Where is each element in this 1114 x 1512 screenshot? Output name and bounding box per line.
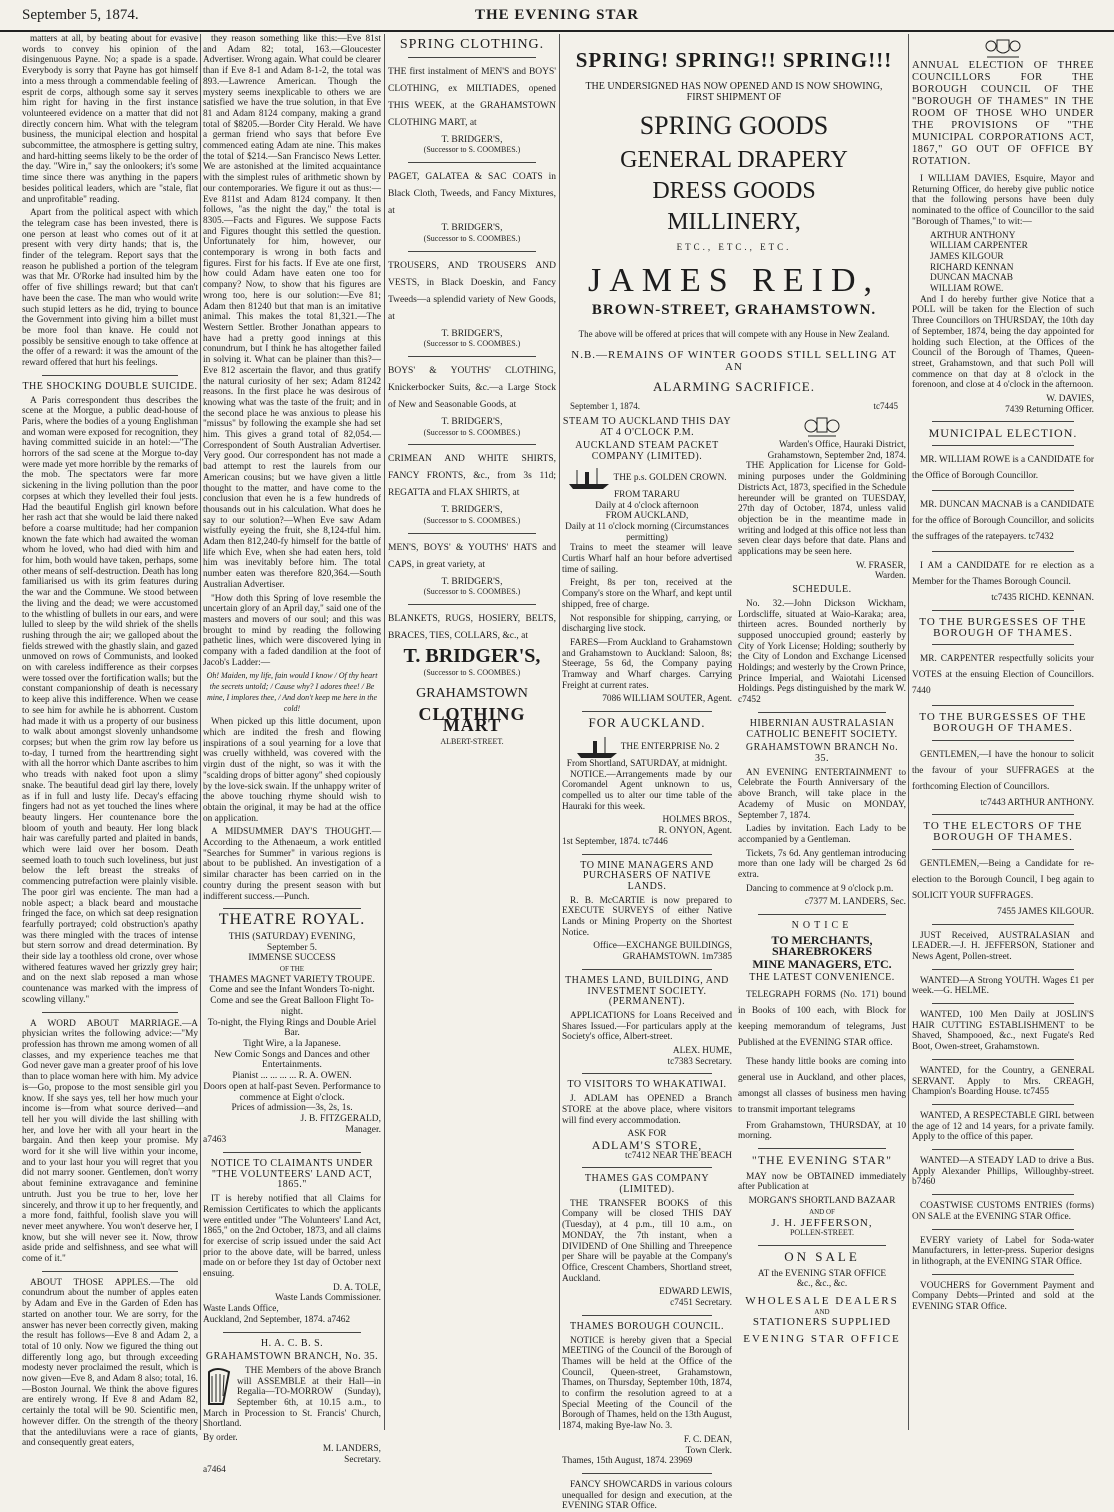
signature-role: Warden. — [875, 571, 906, 582]
divider — [408, 444, 536, 445]
advert-successor: (Successor to S. COOMBES.) — [423, 516, 521, 526]
coat-of-arms-icon — [983, 34, 1023, 60]
nominee-name: JAMES KILGOUR — [930, 251, 1004, 262]
divider — [582, 969, 712, 970]
advert-name: T. BRIDGER'S, — [441, 505, 503, 516]
spread-note: The above will be offered at prices that will compete with any House in New Zealand. — [578, 329, 890, 339]
notice-text: NOTICE.—Arrangements made by our Coromandel Agent unknown to us, compelled us to alter our time table of the Hauraki for this week. — [562, 769, 732, 812]
article-paragraph: When picked up this little document, upon which are indited the fresh and flowing inspirations of a soul yearning for a love that was cruelly withheld, was covered with the virgin dust of the night, so was it with the "scalding drops of bitter agony" shed copiously by the love-sick swain. If the unhappy writer of the above touching rhyme should wish to obtain the original, it may be had at the office on application. — [203, 717, 381, 824]
notice-line: STATIONERS SUPPLIED — [752, 1316, 892, 1329]
notice-office: Waste Lands Office, — [203, 1304, 279, 1315]
signature-role: Town Clerk. — [685, 1445, 732, 1456]
signature: D. A. TOLE, — [333, 1282, 381, 1293]
divider — [42, 375, 178, 376]
divider — [582, 1315, 712, 1316]
notice-heading: HIBERNIAN AUSTRALASIAN CATHOLIC BENEFIT SOCIETY. — [746, 717, 898, 740]
column-rule — [908, 34, 909, 1430]
nominee-list — [912, 231, 1094, 295]
advert-text: PAGET, GALATEA & SAC COATS in Black Cloth, Tweeds, and Fancy Mixtures, at — [388, 172, 556, 217]
spread-line: SPRING GOODS — [639, 111, 829, 140]
notice-office: Warden's Office, Hauraki District, Grahamstown, September 2nd, 1874. — [767, 440, 906, 461]
signature: HOLMES BROS., — [662, 815, 732, 826]
verse: Oh! Maiden, my life, fain would I know / Of thy heart the secrets untold; / Cause why? I adores thee! / Be mine, I implores thee, / And don't keep me here in the cold! — [206, 671, 378, 713]
notice-text: I WILLIAM DAVIES, Esquire, Mayor and Returning Officer, do hereby give public notice that the following persons have been duly nominated to the office of Councillor to the said "Borough of Thames," to wit:— — [912, 174, 1094, 227]
notice-line: POLLEN-STREET. — [789, 1228, 855, 1238]
classified-ad: WANTED, 100 Men Daily at JOSLIN'S HAIR CUTTING ESTABLISHMENT to be Shaved, Shampooed, &c., next Fugate's Red Boot, Owen-street, Grahamstown. — [912, 1010, 1094, 1053]
notice-line: MORGAN'S SHORTLAND BAZAAR — [748, 1196, 896, 1207]
advert-successor: (Successor to S. COOMBES.) — [423, 427, 521, 437]
divider — [932, 740, 1074, 741]
divider — [408, 162, 536, 163]
classified-ad: WANTED—A Strong YOUTH. Wages £1 per week.—G. HELME. — [912, 975, 1094, 997]
notice-text: FARES—From Auckland to Grahamstown and Grahamstown to Auckland: Saloon, 8s; Steerage, 5s 6d, the Company paying Tramway and Wharf charges. Carrying Freight at current rates. — [562, 637, 732, 691]
signature-role: Waste Lands Commissioner. — [275, 1293, 381, 1304]
notice-text: Freight, 8s per ton, received at the Company's store on the Wharf, and kept until shipped, free of charge. — [562, 578, 732, 610]
notice-text: J. ADLAM has OPENED a Branch STORE at the above place, where visitors will find every accommodation. — [562, 1094, 732, 1126]
nominee-name: WILLIAM CARPENTER — [930, 241, 1028, 252]
theatre-line: THAMES MAGNET VARIETY TROUPE. — [209, 974, 375, 985]
bridger-advert — [388, 451, 556, 526]
notice-text: APPLICATIONS for Loans Received and Shares Issued.—For particulars apply at the Society's office, Albert-street. — [562, 1010, 732, 1043]
notice-subheading: THE LATEST CONVENIENCE. — [749, 971, 895, 983]
nominee-name: RICHARD KENNAN — [930, 262, 1014, 273]
advert-successor: (Successor to S. COOMBES.) — [423, 667, 521, 677]
notice-date: 1st September, 1874. tc7446 — [562, 836, 668, 847]
divider — [408, 251, 536, 252]
divider — [582, 711, 712, 712]
signature: tc7443 ARTHUR ANTHONY. — [980, 797, 1094, 808]
notice-heading: TO MERCHANTS, SHAREBROKERS — [771, 932, 873, 958]
notice-date: Thames, 15th August, 1874. 23969 — [562, 1456, 693, 1467]
bridger-advert — [388, 258, 556, 350]
column-rule — [200, 34, 201, 1430]
sailing-line: FROM AUCKLAND, — [605, 511, 689, 522]
advert-street: ALBERT-STREET. — [440, 736, 504, 746]
divider — [42, 1012, 178, 1013]
advert-text: BLANKETS, RUGS, HOSIERY, BELTS, BRACES, TIES, COLLARS, &c., at — [388, 614, 556, 642]
notice-text: NOTICE is hereby given that a Special MEETING of the Council of the Borough of Thames will be held at the Office of the Council, Queen-street, Grahamstown, Thames, on Thursday, September 10th, 1874, to confirm the resolution agreed to at a Special Meeting of the Council of the Borough of Thames, held on the 13th August, 1874, making Bye-law No. 3. — [562, 1335, 732, 1432]
spread-name: JAMES REID, — [587, 262, 881, 299]
signature: ALEX. HUME, — [672, 1046, 732, 1057]
column-1 — [22, 34, 198, 1449]
election-heading: ANNUAL ELECTION OF THREE COUNCILLORS FOR THE BOROUGH COUNCIL OF THE "BOROUGH OF THAMES" IN THE ROOM OF THOSE WHO UNDER THE PROVISIONS OF "THE MUNICIPAL CORPORATIONS ACT, 1867," GO OUT OF OFFICE BY ROTATION. — [912, 60, 1094, 167]
notice-byorder: By order. — [203, 1433, 238, 1444]
divider — [223, 1152, 361, 1153]
spread-etc: ETC., ETC., ETC. — [676, 242, 792, 252]
signature: F. C. DEAN, — [683, 1434, 732, 1445]
article-paragraph: Apart from the political aspect with which the telegram case has been invested, there is one person at least who comes out of it at present with very dirty hands; that is, the finder of the telegram. Report says that the reason he published a portion of the telegram was that Mr. O'Rorke had insulted him by the offer of five shillings reward; but that can't have been the case. The man who would write such stupid letters as he did, trying to bounce the Government into giving him a billet must be more fool than knave. He could not possibly be sensitive enough to take offence at the offer of a reward: it was the amount of the reward offered that hurt his feelings. — [22, 208, 198, 369]
notice-heading: TO THE BURGESSES OF THE BOROUGH OF THAMES. — [919, 615, 1087, 639]
spread-footer — [570, 401, 898, 411]
article-paragraph: A Paris correspondent thus describes the scene at the Morgue, a public dead-house of Paris, where the bodies of a young Englishman and woman were exposed for recognition, they having committed suicide in an hotel:—"The horrors of the sad scene at the Morgue to-day were made yet more horrible by the remarks of the mob. The spectators were far more sickening in the living pollution than the poor corpses at which they levelled their foul jests. Had the beautiful English girl known before her rash act that she would be laid there naked before a coarse multitude; had her companion known the fate which had awaited the woman whom he loved, who had died with him and for him, both would have taken, perhaps, some other means of self-destruction. Death has long familiarised us with its grim features during the war and the Commune. We stood between the living and the dead; we were accustomed to the whistling of bullets in our ears, and were lulled to sleep by the wild shriek of the shells rushing through the air; we galloped about the fields strewed with the ghastly slain, and gazed unmoved on rows of Communists, and looked on with careless indifference as their corpses were tossed over the fortification walls; but the constant companionship of death is necessary to keep alive this indifference. When we cease to see him for awhile he is abhorrent. Custom had made it with us a property of our business to walk about amongst slovenly unhandsome corpses; but when the grim row lay before us to-day, I turned from the hearttrending sight with all the horror which Dante ascribes to him who treads with naked foot upon a slimy snake. The beautiful dead girl lay there, lovely as if in full and lusty life. Decay's effacing fingers had not as yet touched the lines where beauty lingers. Her countenance bore the bloom of youth and beauty. Her long black hair was carefully parted and plaited in bands, which were laid over her bosom. Death seemed loath to touch such loveliness, but just below the left breast the streaks of commencing putrefaction were plainly visible. The poor girl was enciente. The man had a noble aspect; a black beard and moustache fringed the face, on which sat deep resignation fearfully portrayed; cold obstruction's apathy was there mingled with the traces of intense but stern sorrow and dread determination. By their side lay a toothless old crone, over whose withered features waved her grizzly grey hair; and on the next slab reposed a man whose countenance was marked with the impress of scowling villany." — [22, 395, 198, 1005]
notice-line: EVENING STAR OFFICE — [743, 1333, 901, 1346]
notice-heading: MUNICIPAL ELECTION. — [928, 426, 1078, 441]
column-6 — [912, 34, 1094, 1430]
notice-text: Tickets, 7s 6d. Any gentleman introducing more than one lady will be charged 2s 6d extra. — [738, 848, 906, 881]
advert-text: MEN'S, BOYS' & YOUTHS' HATS and CAPS, in great variety, at — [388, 542, 556, 570]
notice-text: From Grahamstown, THURSDAY, at 10 morning. — [738, 1120, 906, 1142]
bridger-advert — [388, 611, 556, 747]
notice-text: TELEGRAPH FORMS (No. 171) bound in Books of 100 each, with Block for keeping memorandum of telegrams, Just Published at the EVENING STAR office. — [738, 989, 906, 1048]
divider — [223, 908, 361, 909]
article-heading: THE SHOCKING DOUBLE SUICIDE. — [22, 380, 198, 392]
divider — [582, 1473, 712, 1474]
signature-role: tc7383 Secretary. — [667, 1056, 732, 1067]
bridger-advert — [388, 37, 556, 156]
notice-text: THE TRANSFER BOOKS of this Company will be closed THIS DAY (Tuesday), at 4 p.m., till 10 a.m., on MONDAY, the 7th instant, when a DIVIDEND of One Shilling and Threepence per Share will be payable at the Company's Office, Crescent Chambers, Shortland street, Auckland. — [562, 1198, 732, 1284]
advert-successor: (Successor to S. COOMBES.) — [423, 233, 521, 243]
divider — [932, 610, 1074, 611]
notice-heading: SCHEDULE. — [792, 584, 852, 596]
divider — [223, 1332, 361, 1333]
advert-name: T. BRIDGER'S, — [441, 328, 503, 339]
theatre-line: To-night, the Flying Rings and Double Ariel Bar. — [207, 1017, 377, 1039]
signature-role: Secretary. — [344, 1454, 381, 1465]
divider — [408, 604, 536, 605]
signature: J. B. FITZGERALD, — [300, 1113, 381, 1124]
advert-name: T. BRIDGER'S, — [441, 576, 503, 587]
theatre-line: Prices of admission—3s, 2s, 1s. — [231, 1103, 353, 1114]
masthead-date: September 5, 1874. — [22, 7, 139, 23]
notice-heading: FOR AUCKLAND. — [588, 715, 706, 731]
signature-role: Manager. — [345, 1124, 381, 1135]
notice-text: Not responsible for shipping, carrying, or discharging live stock. — [562, 613, 732, 635]
divider — [932, 1194, 1074, 1195]
ship-row — [562, 735, 732, 759]
sailing-line: FROM TARARU — [614, 489, 680, 500]
notice-text: MR. CARPENTER respectfully solicits your VOTES at the ensuing Election of Councillors. 7440 — [912, 654, 1094, 697]
advert-city: GRAHAMSTOWN — [416, 685, 528, 701]
spread-line: MILLINERY, — [667, 209, 801, 235]
notice-text: MR. DUNCAN MACNAB is a CANDIDATE for the office of Borough Councillor, and solicits the suffrages of the ratepayers. tc7432 — [912, 500, 1094, 543]
spread-date: September 1, 1874. — [570, 401, 640, 411]
theatre-line: Tight Wire, a la Japanese. — [243, 1038, 341, 1049]
signature: EDWARD LEWIS, — [659, 1287, 732, 1298]
divider — [932, 705, 1074, 706]
james-reid-advert — [562, 48, 906, 410]
notice-text: IT is hereby notified that all Claims for Remission Certificates to which the applicants were entitled under "The Volunteers' Land Act, 1865," on the 2nd October, 1873, and all claims for exercise of scrip issued under the said Act prior to the above date, will be barred, unless made on or before they 1st day of October next ensuing. — [203, 1194, 381, 1280]
advert-code: a7463 — [203, 1135, 227, 1146]
article-paragraph: they reason something like this:—Eve 81st and Adam 82; total, 163.—Gloucester Advertiser. Wrong again. What could be clearer than if Eve 8-1 and Adam 8-1-2, the total was 893.—Lawrence American. Though the mystery seems inexplicable to others we are satisfied we have the true solution, in that Eve 81 and Adam 8124 company, making a grand total of $8205.—Border City Herald. We have a german friend who says that before Eve commenced eating Adam ate nine. This makes the total of $214.—San Francisco News Letter. We are astonished at the limited acquaintance with the simplest rules of arithmetic shown by our contemporaries. We figure it out as thus:—Eve 811st and Adam 8124 company. It then follows, "as the night the day," the total is 8305.—Facts and Figures. We suppose Facts and Figures thought this settled the question. Unfortunately for him, however, our contemporary is wrong in both facts and figures. First for his facts. If Eve ate one first, how could Adam have eaten one too for company? Now, to show that his figures are wrong too, here is our solution:—Eve 81; Adam then 81240 but that man is an imitative animal. This makes the total 81,321.—The Western Settler. Brother Jonathan appears to have had a pretty good innings at this conundrum, but I think he has altogether failed in solving it. What can be plainer than this?—Eve 812 ascertain the flavor, and thus gratify the natural curiosity of her sex; Adam 81242 reasons. In the first place he was desirous of knowing what was the taste of the fruit; and in the second place he was anxious to please his "missus" by following the example she had set him. This gives a grand total of 82,054.—Correspondent of South Australian Advertiser. Very good. Our correspondent has not made a bad attempt to rest the laurels from our American cousins; but we have given a little thought to the matter, and have come to the conclusion that even he is a few hundreds of thousands out in his calculation. What does he say to our solution?—When Eve saw Adam wistfully eyeing the fruit, she 8,124-tful him. Adam then 812,240-fy himself for the battle of life which Eve, when she had eaten hers, told him was inevitably before him. The total number eaten was therefore 820,364.—South Australian Advertiser. — [203, 34, 381, 590]
sailing-line: From Shortland, SATURDAY, at midnight. — [566, 758, 728, 769]
notice-text: Trains to meet the steamer will leave Curtis Wharf half an hour before advertised time of sailing. — [562, 543, 732, 575]
notice-text: And I do hereby further give Notice that a POLL will be taken for the Election of such Three Councillors on THURSDAY, the 10th day of September, 1874, being the day appointed for holding such Election, at the Offices of the Council of the Borough of Thames, Queen-street, Grahamstown, and that such Poll will commence on that day at 8 o'clock in the forenoon, and close at 4 o'clock in the afternoon. — [912, 294, 1094, 391]
masthead — [0, 0, 1114, 32]
notice-text: Ladies by invitation. Each Lady to be accompanied by a Gentleman. — [738, 824, 906, 845]
spread-address: BROWN-STREET, GRAHAMSTOWN. — [591, 302, 877, 318]
notice-text: R. B. McCARTIE is now prepared to EXECUTE SURVEYS of either Native Lands or Mining Property on the Shortest Notice. — [562, 895, 732, 938]
advert-name: T. BRIDGER'S, — [441, 223, 503, 234]
spread-remain: N.B.—REMAINS OF WINTER GOODS STILL SELLING AT AN — [571, 349, 897, 373]
divider — [932, 1229, 1074, 1230]
classified-ad: WANTED—A STEADY LAD to drive a Bus. Apply Alexander Phillips, Willoughby-street. b7460 — [912, 1156, 1094, 1188]
theatre-line: OF THE — [279, 965, 305, 974]
column-5 — [738, 414, 906, 1424]
divider — [932, 1274, 1074, 1275]
divider — [932, 445, 1074, 446]
notice-text: I AM a CANDIDATE for re election as a Member for the Thames Borough Council. — [912, 561, 1094, 588]
article-paragraph: A MIDSUMMER DAY'S THOUGHT.—According to the Athenaeum, a work entitled "Searches for Summer" in various regions is about to be published. An investigation of a similar character has been carried on in the country during the present season with but indifferent success.—Punch. — [203, 827, 381, 902]
divider — [932, 814, 1074, 815]
theatre-line: Come and see the Infant Wonders To-night. Come and see the Great Balloon Flight To-night. — [209, 985, 375, 1017]
notice-heading: THAMES GAS COMPANY (LIMITED). — [584, 1173, 710, 1196]
divider — [932, 969, 1074, 970]
divider — [932, 1104, 1074, 1105]
nominee-name: WILLIAM ROWE. — [930, 284, 1004, 295]
divider — [758, 1245, 886, 1246]
theatre-line: IMMENSE SUCCESS — [248, 953, 336, 964]
notice-line: tc7412 NEAR THE BEACH — [625, 1150, 732, 1161]
theatre-title: THEATRE ROYAL. — [218, 911, 366, 929]
theatre-line: September 5. — [266, 942, 318, 953]
divider — [758, 1148, 886, 1149]
advert-successor: (Successor to S. COOMBES.) — [423, 145, 521, 155]
notice-heading: H. A. C. B. S. — [260, 1337, 324, 1349]
article-paragraph: A WORD ABOUT MARRIAGE.—A physician writes the following advice:—"My profession has thrown me among women of all classes, and my experience teaches me that God never gave man a greater proof of his love than to place woman here with him. My advice is—Go, propose to the most sensible girl you know. If she says yes, tell her how much your income is—from what source derived—and tell her you will divide the last shilling with her, and love her with all your heart in the bargain. And then keep your promise. My word for it she will live within your income, and to your last hour you will regret that you did not marry sooner. Gentlemen, don't worry about feminine extravagance and feminine untruth. Just you be true to her, love her sincerely, and throw it up to her frequently, and a more fond, faithful, foolish slave you will never meet anywhere. You won't deserve her, I know, but she will never see it. Now, throw aside pride and selfishness, and see what will come of it." — [22, 1018, 198, 1265]
spread-intro: THE UNDERSIGNED HAS NOW OPENED AND IS NOW SHOWING, FIRST SHIPMENT OF — [585, 81, 883, 103]
divider — [42, 1271, 178, 1272]
signature: W. FRASER, — [855, 560, 906, 571]
signature: R. ONYON, Agent. — [658, 826, 732, 837]
advert-bigname: T. BRIDGER'S, — [403, 645, 541, 668]
ship-name: THE p.s. GOLDEN CROWN. — [613, 472, 727, 483]
notice-text: Dancing to commence at 9 o'clock p.m. — [746, 883, 894, 894]
notice-heading: TO VISITORS TO WHAKATIWAI. — [567, 1079, 727, 1091]
notice-text: THE Members of the above Branch will ASSEMBLE at their Hall—in Regalia—TO-MORROW (Sunday), September 6th, at 10.15 a.m., to March in Procession to St. Francis' Church, Shortland. — [203, 1365, 381, 1430]
notice-heading: ON SALE — [784, 1248, 860, 1264]
article-paragraph: ABOUT THOSE APPLES.—The old conundrum about the number of apples eaten by Adam and Eve in the Garden of Eden has started on another tour. We are sorry, for the answer has never been correctly given, making the result has follows—Eve 8 and Adam 2, a total of 10 only. Now we figured the thing out differently long ago, but through exceeding modesty never proclaimed the result, which is now given—Eve 8, and Adam 8 also; total, 16.—Boston Journal. We think the above figures are entirely wrong. If Eve 8 and Adam 82, certainly the total will be 90. Scientific men, however differ. On the strength of the theory that the antediluvians were a race of giants, and consequently great eaters, — [22, 1277, 198, 1449]
classified-ad: VOUCHERS for Government Payment and Company Debts—Printed and sold at the EVENING STAR Office. — [912, 1280, 1094, 1313]
sailing-line: Daily at 4 o'clock afternoon — [595, 500, 699, 511]
masthead-title: THE EVENING STAR — [474, 7, 640, 23]
notice-line: WHOLESALE DEALERS — [745, 1295, 899, 1308]
notice-line: ASK FOR — [627, 1129, 667, 1140]
advert-text: TROUSERS, AND TROUSERS AND VESTS, in Black Doeskin, and Fancy Tweeds—a splendid variety of New Goods, at — [388, 260, 556, 322]
notice-line: AT the EVENING STAR OFFICE — [757, 1268, 887, 1279]
nominee-name: DUNCAN MACNAB — [930, 273, 1013, 284]
advert-code: tc7445 — [873, 401, 898, 411]
divider — [408, 533, 536, 534]
notice-heading: AUCKLAND STEAM PACKET COMPANY (LIMITED). — [575, 440, 719, 463]
notice-line: ADLAM'S STORE, — [591, 1137, 703, 1152]
divider — [932, 1149, 1074, 1150]
column-rule — [384, 34, 385, 1430]
classified-ad: WANTED, A RESPECTABLE GIRL between the age of 12 and 14 years, for a private family. Apply to the office of this paper. — [912, 1110, 1094, 1143]
notice-heading: STEAM TO AUCKLAND THIS DAY AT 4 O'CLOCK P.M. — [562, 416, 732, 438]
advert-name: T. BRIDGER'S, — [441, 134, 503, 145]
advert-successor: (Successor to S. COOMBES.) — [423, 339, 521, 349]
classified-ad: EVERY variety of Label for Soda-water Manufacturers, in letter-press. Superior designs in lithograph, at the EVENING STAR Office. — [912, 1235, 1094, 1267]
notice-heading: MINE MANAGERS, ETC. — [752, 957, 892, 972]
notice-place: Auckland, 2nd September, 1874. a7462 — [203, 1314, 351, 1325]
divider — [582, 1073, 712, 1074]
notice-text: No. 32.—John Dickson Wickham, Lordscliffe, situated at Waio-Karaka; area, thirteen acres. Bounded northerly by supposed unoccupied ground; easterly by City of York License; Holding; southerly by the City of London and Exchange Licensed Holdings; and westerly by the Crown Prince, Prince Imperial, and Waiotahi Licensed Holdings. Pegs distinguished by the mark W. c7452 — [738, 598, 906, 706]
signature: c7377 M. LANDERS, Sec. — [804, 897, 906, 908]
theatre-pianist: Pianist ... ... ... ... R. A. OWEN. — [232, 1071, 352, 1082]
divider — [932, 924, 1074, 925]
classified-ad: COASTWISE CUSTOMS ENTRIES (forms) ON SALE at the EVENING STAR Office. — [912, 1201, 1094, 1222]
divider — [758, 914, 886, 915]
divider — [932, 1059, 1074, 1060]
divider — [932, 490, 1074, 491]
divider — [582, 854, 712, 855]
signature: 7455 JAMES KILGOUR. — [997, 906, 1094, 917]
divider — [408, 57, 536, 58]
advert-successor: (Successor to S. COOMBES.) — [423, 587, 521, 597]
notice-heading: NOTICE — [791, 920, 853, 932]
notice-text: These handy little books are coming into general use in Auckland, and other places, amongst all classes of business men having to transmit important telegrams — [738, 1056, 906, 1115]
notice-line: &c., &c., &c. — [796, 1279, 848, 1290]
notice-heading: "THE EVENING STAR" — [751, 1153, 893, 1168]
notice-heading: THAMES BOROUGH COUNCIL. — [569, 1320, 724, 1332]
notice-text: MAY now be OBTAINED immediately after Publication at — [738, 1171, 906, 1193]
notice-text: FANCY SHOWCARDS in various colours unequalled for design and execution, at the EVENING STAR Office. — [562, 1479, 732, 1512]
spread-line: GENERAL DRAPERY — [620, 147, 848, 173]
notice-text: GENTLEMEN,—Being a Candidate for re-election to the Borough Council, I beg again to SOLICIT YOUR SUFFRAGES. — [912, 858, 1094, 901]
divider — [932, 849, 1074, 850]
theatre-line: Doors open at half-past Seven. Performance to commence at Eight o'clock. — [203, 1081, 381, 1103]
nominee-name: ARTHUR ANTHONY — [930, 230, 1016, 241]
spread-line: DRESS GOODS — [652, 178, 816, 204]
sailing-line: Daily at 11 o'clock morning (Circumstances permitting) — [565, 521, 729, 543]
signature: tc7435 RICHD. KENNAN. — [991, 593, 1094, 604]
notice-text: GENTLEMEN,—I have the honour to solicit the favour of your SUFFRAGES at the forthcoming Election of Councillors. — [912, 749, 1094, 792]
advert-name: T. BRIDGER'S, — [441, 416, 503, 427]
divider — [932, 644, 1074, 645]
divider — [408, 356, 536, 357]
notice-line: J. H. JEFFERSON, — [771, 1216, 873, 1229]
steamer-icon — [567, 466, 611, 490]
column-rule — [559, 34, 560, 1430]
signature: M. LANDERS, — [322, 1443, 381, 1454]
notice-heading: THAMES LAND, BUILDING, AND INVESTMENT SOCIETY. (PERMANENT). — [565, 974, 729, 1008]
steamer-icon — [575, 735, 619, 759]
bridger-advert — [388, 169, 556, 244]
signature: W. DAVIES, — [1046, 394, 1094, 405]
theatre-line: THIS (SATURDAY) EVENING, — [228, 931, 356, 942]
notice-line: AND OF — [809, 1207, 835, 1216]
column-2 — [203, 34, 381, 1476]
signature-role: 7439 Returning Officer. — [1005, 404, 1094, 415]
notice-subheading: GRAHAMSTOWN BRANCH No. 35. — [745, 742, 899, 764]
theatre-line: New Comic Songs and Dances and other Entertainments. — [214, 1049, 370, 1071]
notice-text: AN EVENING ENTERTAINMENT to Celebrate the Fourth Anniversary of the above Branch, will take place in the Academy of Music on MONDAY, September 7, 1874. — [738, 767, 906, 821]
notice-text: THE Application for License for Gold-mining purposes under the Goldmining Districts Act, 1873, specified in the Schedule hereunder will be granted on TUESDAY, 27th day of October, 1874, unless valid objection be in the meantime made in writing and lodged at this office not less than seven clear days before that date. Plans and applications may be seen here. — [738, 461, 906, 558]
column-3 — [388, 34, 556, 1430]
notice-office: Office—EXCHANGE BUILDINGS, GRAHAMSTOWN. 1m7385 — [593, 941, 732, 963]
spread-headline: SPRING! SPRING!! SPRING!!! — [575, 48, 893, 72]
signature-role: c7451 Secretary. — [670, 1298, 732, 1309]
divider — [582, 1167, 712, 1168]
column-4 — [562, 414, 732, 1512]
ship-name: THE ENTERPRISE No. 2 — [620, 742, 720, 753]
divider — [932, 421, 1074, 422]
divider — [932, 551, 1074, 552]
notice-heading: TO MINE MANAGERS AND PURCHASERS OF NATIVE LANDS. — [580, 859, 714, 892]
notice-heading: TO THE BURGESSES OF THE BOROUGH OF THAMES. — [919, 711, 1087, 734]
theatre-advert — [203, 911, 381, 1146]
signature: 7086 WILLIAM SOUTER, Agent. — [602, 694, 732, 705]
advert-text: BOYS' & YOUTHS' CLOTHING, Knickerbocker Suits, &c.—a Large Stock of New and Seasonable Goods, at — [388, 365, 556, 410]
notice-text: MR. WILLIAM ROWE is a CANDIDATE for the Office of Borough Councillor. — [912, 455, 1094, 482]
notice-heading: NOTICE TO CLAIMANTS UNDER "THE VOLUNTEERS' LAND ACT, 1865." — [210, 1158, 374, 1191]
advert-text: CRIMEAN AND WHITE SHIRTS, FANCY FRONTS, &c., from 3s 11d; REGATTA and FLAX SHIRTS, at — [388, 454, 556, 499]
advert-mart: CLOTHING MART — [418, 704, 526, 735]
article-paragraph: "How doth this Spring of love resemble the uncertain glory of an April day," said one of the masters and movers of our soul; and this was brought to mind by reading the following pathetic lines, which were discovered lying in company with a faded dandilion at the foot of Jacob's Ladder:— — [203, 593, 381, 668]
harp-icon — [203, 1366, 233, 1406]
notice-heading: TO THE ELECTORS OF THE BOROUGH OF THAMES. — [923, 820, 1083, 844]
notice-line: AND — [814, 1307, 830, 1316]
advert-code: a7464 — [203, 1465, 226, 1476]
ship-row — [562, 466, 732, 490]
bridger-advert — [388, 540, 556, 598]
coat-of-arms-icon — [802, 414, 842, 440]
spread-sacrifice: ALARMING SACRIFICE. — [652, 379, 815, 394]
divider — [758, 712, 886, 713]
advert-heading: SPRING CLOTHING. — [399, 37, 545, 52]
divider — [932, 1003, 1074, 1004]
classified-ad: JUST Received, AUSTRALASIAN and LEADER.—J. H. JEFFERSON, Stationer and News Agent, Pollen-street. — [912, 930, 1094, 962]
classified-ad: WANTED, for the Country, a GENERAL SERVANT. Apply to Mrs. CREAGH, Champion's Boarding House. tc7455 — [912, 1065, 1094, 1098]
notice-subheading: GRAHAMSTOWN BRANCH, No. 35. — [205, 1351, 379, 1363]
advert-text: THE first instalment of MEN'S and BOYS' CLOTHING, ex MILTIADES, opened THIS WEEK, at the GRAHAMSTOWN CLOTHING MART, at — [388, 66, 556, 128]
article-paragraph: matters at all, by beating about for evasive words to convey his opinion of the disingenuous Payne. No; a spade is a spade. Everybody is sorry that Payne has got himself into a mess through a commendable feeling of esprit de corps, although some say it serves him right for having in the first instance volunteered evidence on a matter that did not directly concern him. What with the telegram business, the municipal election and hospital subcommittee, the atmosphere is getting sultry, and hard-hitting seems likely to be the order of the day. "Wire in," say the onlookers; it's some time since there was anything in the papers besides political leaders, which are "stale, flat and unprofitable" reading. — [22, 34, 198, 205]
bridger-advert — [388, 363, 556, 438]
